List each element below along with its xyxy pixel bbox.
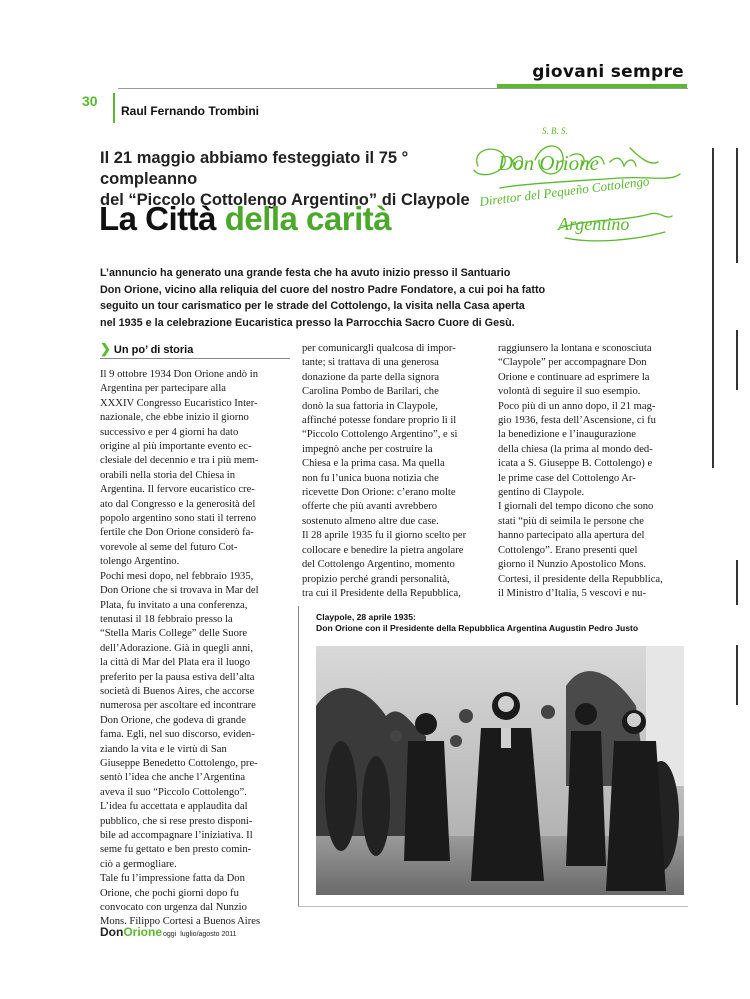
body-text-line: offerte che più avanti avrebbero: [302, 501, 438, 513]
body-column-3: [498, 342, 688, 601]
issue-date: luglio/agosto 2011: [180, 931, 237, 938]
body-text-line: donazione da parte della signora: [302, 371, 440, 383]
lead-paragraph: [100, 265, 640, 331]
body-text-line: L’idea fu accettata e applaudita dal: [100, 801, 248, 813]
body-text-line: seme fu gettato e ben presto comin-: [100, 844, 252, 856]
body-text-line: Chiesa e la prima casa. Ma quella: [302, 458, 445, 470]
body-text-line: Il 28 aprile 1935 fu il giorno scelto per: [302, 530, 467, 542]
body-text-line: “Claypole” per accompagnare Don: [498, 357, 647, 369]
body-text-line: numerosa per ascoltare ed incontrare: [100, 700, 256, 712]
body-text-line: società di Buenos Aires, che accorse: [100, 685, 255, 697]
body-text-line: non fu l’unica buona notizia che: [302, 472, 439, 484]
body-text-line: aveva il suo “Piccolo Cottolengo”.: [100, 786, 247, 798]
body-text-line: Cortesi, il presidente della Repubblica,: [498, 573, 663, 585]
signature-line0: S. B. S.: [542, 126, 568, 136]
body-text-line: Pochi mesi dopo, nel febbraio 1935,: [100, 570, 254, 582]
body-text-line: sentò l’idea che anche l’Argentina: [100, 772, 246, 784]
body-text-line: Giuseppe Benedetto Cottolengo, pre-: [100, 757, 258, 769]
body-text-line: propizio perché grandi personalità,: [302, 573, 450, 585]
body-text-line: clesiale del decennio e tra i più mem-: [100, 455, 259, 467]
body-text-line: nazionale, che ebbe inizio il giorno: [100, 412, 249, 424]
lead-line: L’annuncio ha generato una grande festa che ha avuto inizio presso il Santuario: [100, 267, 511, 279]
body-text-line: ciò a germogliare.: [100, 858, 177, 870]
body-text-line: il Ministro d’Italia, 5 vescovi e nu-: [498, 587, 646, 599]
body-text-line: donò la sua fattoria in Claypole,: [302, 400, 438, 412]
signature-line1: Don Orione: [498, 151, 599, 175]
page-number-tick: [113, 93, 115, 123]
body-text-line: gentino di Claypole.: [498, 487, 585, 499]
body-text-line: Il 9 ottobre 1934 Don Orione andò in: [100, 369, 258, 380]
body-text-line: ziando la vita e le virtù di San: [100, 743, 227, 755]
body-text-line: fama. Egli, nel suo discorso, eviden-: [100, 729, 255, 741]
body-text-line: gio 1936, festa dell’Ascensione, ci fu: [498, 415, 656, 427]
body-text-line: Argentina per partecipare alla: [100, 383, 226, 395]
photo-frame-line: [298, 906, 688, 907]
body-text-line: Plata, fu invitato a una conferenza,: [100, 599, 248, 611]
body-text-line: tenutasi il 18 febbraio presso la: [100, 613, 233, 625]
photo-caption: [316, 612, 638, 634]
footer-brand: [100, 923, 237, 941]
edge-mark: [736, 148, 738, 263]
article-headline: [99, 200, 391, 238]
edge-mark: [736, 645, 738, 705]
kicker-line: Il 21 maggio abbiamo festeggiato il 75 ° compleanno: [100, 149, 409, 188]
caption-line: Claypole, 28 aprile 1935:: [316, 612, 416, 622]
photo-frame-line: [298, 606, 299, 906]
body-text-line: volontà di seguire il suo esempio.: [498, 386, 641, 398]
header-divider: [118, 88, 688, 89]
body-text-line: origine al più importante evento ec-: [100, 441, 252, 453]
body-column-2: [302, 342, 492, 601]
body-text-line: popolo argentino sono stati il terreno: [100, 513, 257, 525]
body-text-line: icata a S. Giuseppe B. Cottolengo) e: [498, 458, 653, 470]
body-text-line: hanno partecipato alla apertura del: [498, 530, 645, 542]
body-text-line: giorno il Nunzio Apostolico Mons.: [498, 559, 647, 571]
body-text-line: Orione, che pochi giorni dopo fu: [100, 887, 239, 899]
subheading-label: Un po’ di storia: [113, 344, 194, 356]
body-text-line: ricevette Don Orione: c’erano molte: [302, 487, 456, 499]
edge-mark: [736, 330, 738, 390]
body-text-line: stati “più di seimila le persone che: [498, 515, 644, 527]
subheading-rule: [100, 358, 290, 359]
section-subheading: [100, 341, 193, 357]
body-text-line: Don Orione che si trovava in Mar del: [100, 585, 259, 597]
edge-mark: [736, 560, 738, 605]
body-text-line: della chiesa (la prima al mondo ded-: [498, 443, 653, 455]
body-text-line: convocato con urgenza dal Nunzio: [100, 902, 247, 914]
body-text-line: ato dal Congresso e la generosità del: [100, 498, 256, 510]
body-text-line: pubblico, che si rese presto disponi-: [100, 815, 253, 827]
body-text-line: “Piccolo Cottolengo Argentino”, e si: [302, 429, 458, 441]
page-number: 30: [82, 93, 98, 109]
body-text-line: la benedizione e l’inaugurazione: [498, 429, 636, 441]
body-text-line: Poco più di un anno dopo, il 21 mag-: [498, 400, 656, 412]
signature-line2: Direttor del Pequeño Cottolengo: [478, 173, 651, 209]
brand-don: Don: [100, 925, 124, 939]
body-text-line: tolengo Argentino.: [100, 556, 180, 568]
kicker-line: del “Piccolo Cottolengo Argentino” di Claypole: [100, 191, 470, 209]
body-text-line: preferito per la pausa estiva dell’alta: [100, 671, 255, 683]
body-text-line: collocare e benedire la pietra angolare: [302, 544, 464, 556]
body-text-line: vorevole al seme del futuro Cot-: [100, 541, 238, 553]
body-text-line: successivo e per 4 giorni ha dato: [100, 426, 239, 438]
author-name: Raul Fernando Trombini: [121, 104, 260, 118]
headline-part-green: della carità: [224, 200, 392, 237]
lead-line: nel 1935 e la celebrazione Eucaristica presso la Parrocchia Sacro Cuore di Gesù.: [100, 316, 515, 329]
body-column-1: [100, 368, 290, 930]
caption-line: Don Orione con il Presidente della Repubblica Argentina Augustin Pedro Justo: [316, 623, 639, 633]
body-text-line: Carolina Pombo de Barilari, che: [302, 386, 439, 398]
body-text-line: fertile che Don Orione considerò fa-: [100, 527, 254, 539]
body-text-line: XXXIV Congresso Eucaristico Inter-: [100, 397, 258, 409]
body-text-line: tra cui il Presidente della Repubblica,: [302, 587, 461, 599]
headline-part-dark: La Città: [99, 200, 217, 237]
historical-photo: [316, 646, 684, 895]
brand-orione: Orione: [123, 925, 162, 939]
body-text-line: Mons. Filippo Cortesi a Buenos Aires: [100, 916, 261, 928]
body-text-line: Cottolengo”. Erano presenti quel: [498, 544, 638, 556]
body-text-line: dell’Adorazione. Già in quegli anni,: [100, 642, 253, 654]
body-text-line: impegnò anche per costruire la: [302, 443, 433, 455]
body-text-line: bile ad accompagnare l’iniziativa. Il: [100, 830, 253, 841]
chevron-right-icon: ❯: [100, 341, 111, 356]
body-text-line: I giornali del tempo dicono che sono: [498, 501, 654, 513]
body-text-line: le prime case del Cottolengo Ar-: [498, 472, 636, 484]
edge-rule: [712, 148, 714, 468]
body-text-line: Tale fu l’impressione fatta da Don: [100, 873, 245, 885]
signature-line3: Argentino: [558, 214, 630, 234]
brand-oggi: oggi: [163, 931, 177, 938]
body-text-line: orabili nella storia del Chiesa in: [100, 469, 236, 481]
body-text-line: la città di Mar del Plata era il luogo: [100, 657, 251, 669]
body-text-line: per comunicargli qualcosa di impor-: [302, 343, 456, 354]
body-text-line: Argentina. Il fervore eucaristico cre-: [100, 484, 255, 496]
body-text-line: del Cottolengo Argentino, momento: [302, 559, 455, 571]
body-text-line: Orione e continuare ad esprimere la: [498, 371, 650, 383]
body-text-line: affinché potesse fondare proprio lì il: [302, 415, 457, 427]
don-orione-signature: [460, 118, 700, 268]
lead-line: Don Orione, vicino alla reliquia del cuore del nostro Padre Fondatore, a cui poi ha fatto: [100, 283, 546, 296]
body-text-line: raggiunsero la lontana e sconosciuta: [498, 343, 652, 354]
body-text-line: Don Orione, che godeva di grande: [100, 714, 246, 726]
body-text-line: tante; si trattava di una generosa: [302, 357, 439, 369]
section-title: giovani sempre: [532, 62, 684, 82]
lead-line: seguito un tour carismatico per le strade del Cottolengo, la visita nella Casa aperta: [100, 300, 525, 312]
body-text-line: sostenuto almeno altre due case.: [302, 515, 439, 527]
body-text-line: “Stella Maris College” delle Suore: [100, 628, 248, 640]
